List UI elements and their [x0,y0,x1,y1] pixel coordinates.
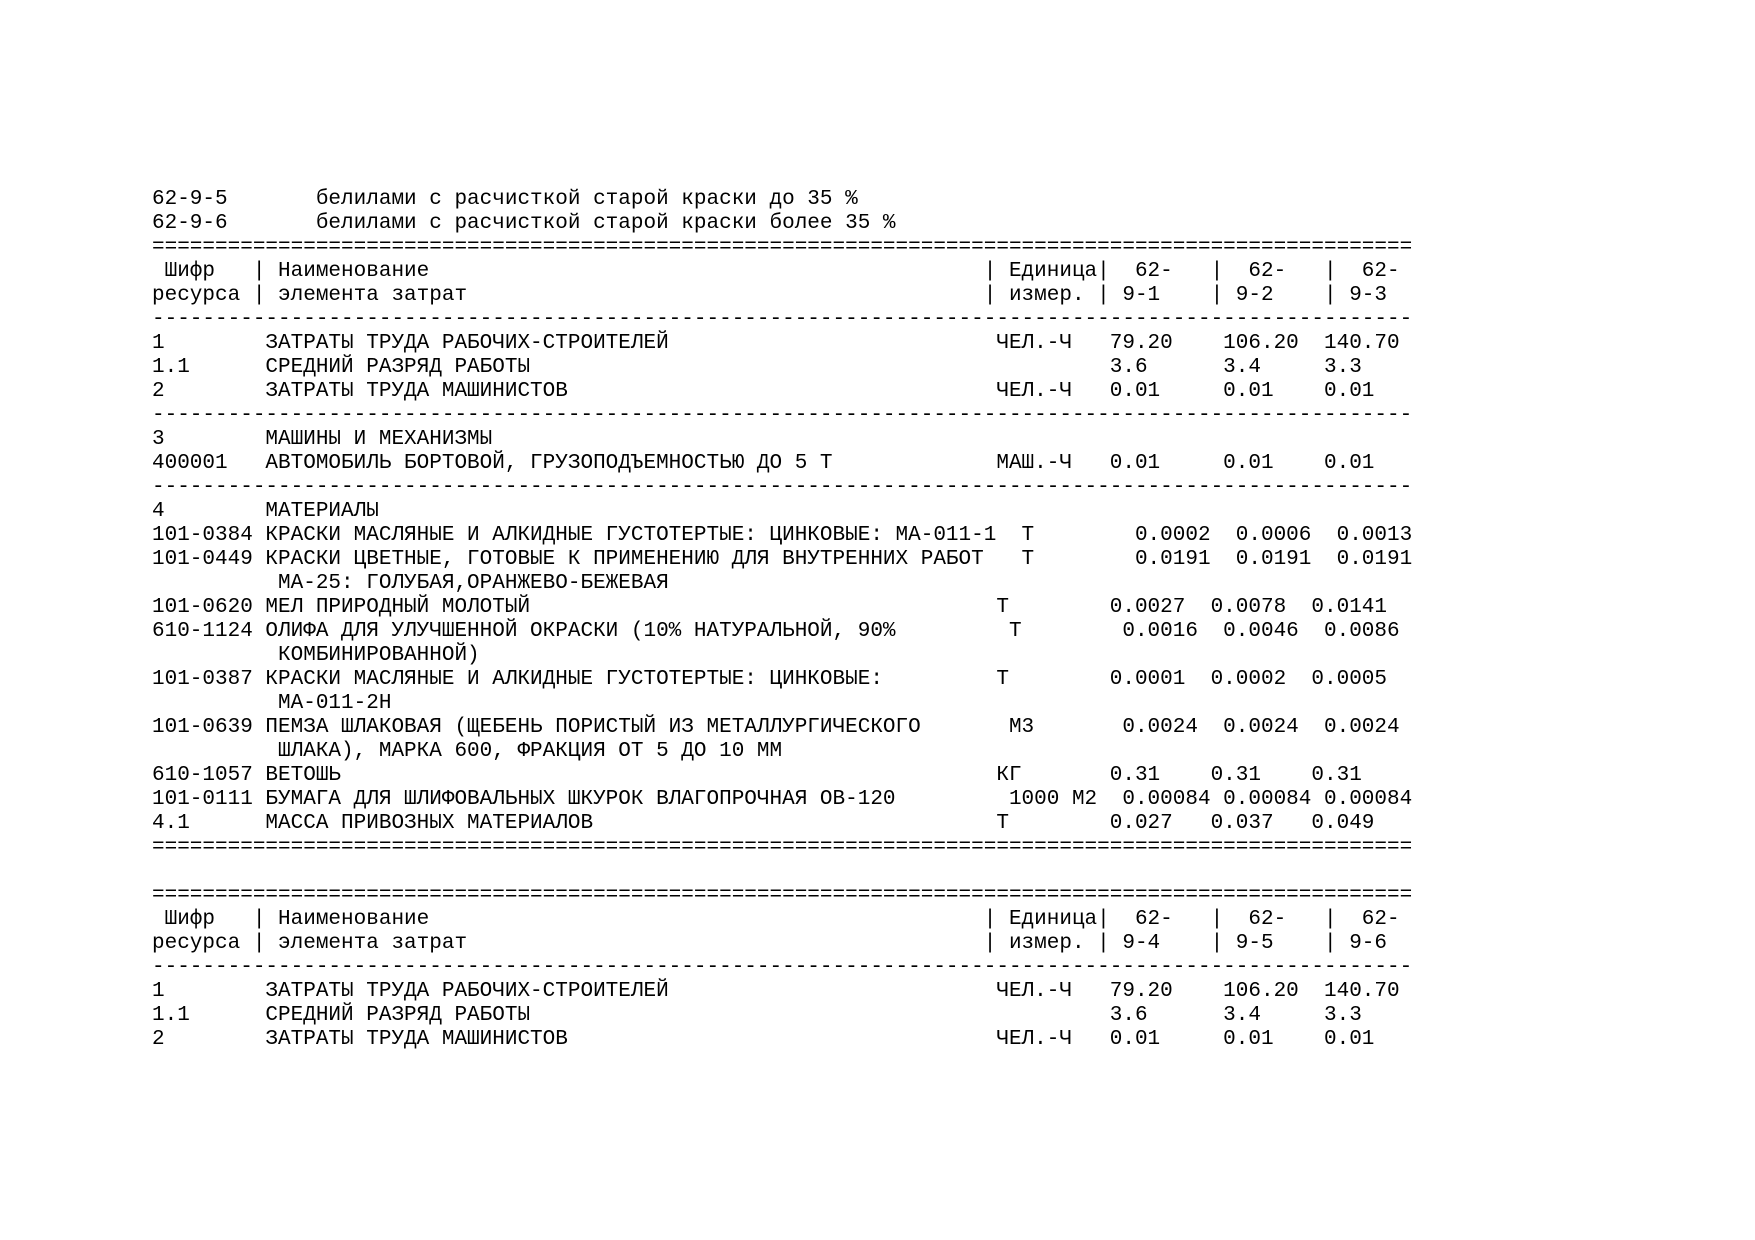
table-row: 101-0384 КРАСКИ МАСЛЯНЫЕ И АЛКИДНЫЕ ГУСТОТЕРТЫЕ: ЦИНКОВЫЕ: МА-011-1 Т 0.0002 0.0006 0.0013 [152,524,1413,547]
table-row: 1.1 СРЕДНИЙ РАЗРЯД РАБОТЫ 3.6 3.4 3.3 [152,356,1362,379]
text-line: 62-9-6 белилами с расчисткой старой краски более 35 % [152,212,896,235]
table-row: 610-1057 ВЕТОШЬ КГ 0.31 0.31 0.31 [152,764,1362,787]
table-header-line: ресурса | элемента затрат | измер. | 9-4 | 9-5 | 9-6 [152,932,1388,955]
table-row-continuation: МА-25: ГОЛУБАЯ,ОРАНЖЕВО-БЕЖЕВАЯ [152,572,669,595]
table-row: 1.1 СРЕДНИЙ РАЗРЯД РАБОТЫ 3.6 3.4 3.3 [152,1004,1362,1027]
dashed-rule: ---------------------------------------------------------------------------------------------------- [152,956,1413,979]
table-row: 1 ЗАТРАТЫ ТРУДА РАБОЧИХ-СТРОИТЕЛЕЙ ЧЕЛ.-Ч 79.20 106.20 140.70 [152,980,1400,1003]
table-row: 101-0111 БУМАГА ДЛЯ ШЛИФОВАЛЬНЫХ ШКУРОК ВЛАГОПРОЧНАЯ ОВ-120 1000 М2 0.00084 0.00084 0.00084 [152,788,1413,811]
table-row: 101-0620 МЕЛ ПРИРОДНЫЙ МОЛОТЫЙ Т 0.0027 0.0078 0.0141 [152,596,1388,619]
section-heading: 4 МАТЕРИАЛЫ [152,500,379,523]
text-line: 62-9-5 белилами с расчисткой старой краски до 35 % [152,188,858,211]
table-header-line: ресурса | элемента затрат | измер. | 9-1 | 9-2 | 9-3 [152,284,1388,307]
blank-line [152,860,1592,884]
table-row: 610-1124 ОЛИФА ДЛЯ УЛУЧШЕННОЙ ОКРАСКИ (10% НАТУРАЛЬНОЙ, 90% Т 0.0016 0.0046 0.0086 [152,620,1400,643]
section-heading: 3 МАШИНЫ И МЕХАНИЗМЫ [152,428,493,451]
table-row: 101-0387 КРАСКИ МАСЛЯНЫЕ И АЛКИДНЫЕ ГУСТОТЕРТЫЕ: ЦИНКОВЫЕ: Т 0.0001 0.0002 0.0005 [152,668,1388,691]
document-body [152,188,1592,1052]
double-rule: ==================================================================================================== [152,884,1413,907]
table-header-line: Шифр | Наименование | Единица| 62- | 62- | 62- [152,908,1400,931]
table-header-line: Шифр | Наименование | Единица| 62- | 62- | 62- [152,260,1400,283]
table-row: 2 ЗАТРАТЫ ТРУДА МАШИНИСТОВ ЧЕЛ.-Ч 0.01 0.01 0.01 [152,1028,1375,1051]
table-row: 101-0639 ПЕМЗА ШЛАКОВАЯ (ЩЕБЕНЬ ПОРИСТЫЙ ИЗ МЕТАЛЛУРГИЧЕСКОГО М3 0.0024 0.0024 0.0024 [152,716,1400,739]
table-row-continuation: КОМБИНИРОВАННОЙ) [152,644,480,667]
table-row: 2 ЗАТРАТЫ ТРУДА МАШИНИСТОВ ЧЕЛ.-Ч 0.01 0.01 0.01 [152,380,1375,403]
dashed-rule: ---------------------------------------------------------------------------------------------------- [152,476,1413,499]
table-row: 4.1 МАССА ПРИВОЗНЫХ МАТЕРИАЛОВ Т 0.027 0.037 0.049 [152,812,1375,835]
table-row: 1 ЗАТРАТЫ ТРУДА РАБОЧИХ-СТРОИТЕЛЕЙ ЧЕЛ.-Ч 79.20 106.20 140.70 [152,332,1400,355]
table-row: 400001 АВТОМОБИЛЬ БОРТОВОЙ, ГРУЗОПОДЪЕМНОСТЬЮ ДО 5 Т МАШ.-Ч 0.01 0.01 0.01 [152,452,1375,475]
dashed-rule: ---------------------------------------------------------------------------------------------------- [152,404,1413,427]
table-row-continuation: МА-011-2Н [152,692,392,715]
dashed-rule: ---------------------------------------------------------------------------------------------------- [152,308,1413,331]
table-row-continuation: ШЛАКА), МАРКА 600, ФРАКЦИЯ ОТ 5 ДО 10 ММ [152,740,783,763]
table-row: 101-0449 КРАСКИ ЦВЕТНЫЕ, ГОТОВЫЕ К ПРИМЕНЕНИЮ ДЛЯ ВНУТРЕННИХ РАБОТ Т 0.0191 0.0191 0.0191 [152,548,1413,571]
double-rule: ==================================================================================================== [152,836,1413,859]
double-rule: ==================================================================================================== [152,236,1413,259]
